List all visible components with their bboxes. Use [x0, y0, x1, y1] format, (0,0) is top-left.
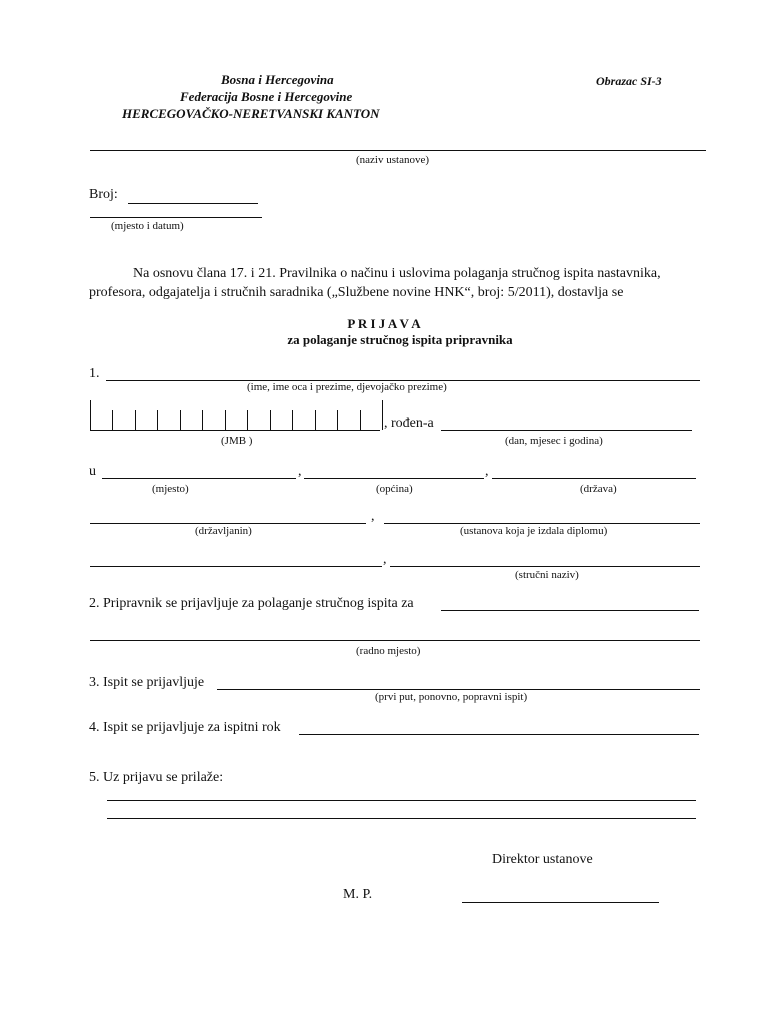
jmb-digit-box: [360, 410, 361, 430]
citizenship-field[interactable]: [90, 523, 366, 524]
diploma-institution-field[interactable]: [384, 523, 700, 524]
attachments-field-1[interactable]: [107, 800, 696, 801]
jmb-digit-box: [247, 410, 248, 430]
header-country: Bosna i Hercegovina: [221, 72, 334, 87]
country-caption: (država): [580, 483, 617, 495]
form-code: Obrazac SI-3: [596, 74, 662, 88]
director-signature-field[interactable]: [462, 902, 659, 903]
form-title: P R I J A V A: [347, 316, 421, 331]
jmb-digit-box: [225, 410, 226, 430]
jmb-digit-box: [337, 410, 338, 430]
jmb-digit-box: [202, 410, 203, 430]
birth-date-field[interactable]: [441, 430, 692, 431]
prof-title-field-part1[interactable]: [90, 566, 382, 567]
institution-name-field[interactable]: [90, 150, 706, 151]
workplace-field[interactable]: [90, 640, 700, 641]
country-field[interactable]: [492, 478, 696, 479]
municipality-caption: (općina): [376, 483, 413, 495]
born-label: , rođen-a: [384, 416, 434, 431]
section2-label: 2. Pripravnik se prijavljuje za polaganje stručnog ispita za: [89, 596, 414, 611]
full-name-caption: (ime, ime oca i prezime, djevojačko prezime): [247, 381, 447, 393]
form-subtitle: za polaganje stručnog ispita pripravnika: [287, 332, 513, 347]
intro-line-1: Na osnovu člana 17. i 21. Pravilnika o načinu i uslovima polaganja stručnog ispita nastavnika,: [133, 266, 661, 281]
broj-label: Broj:: [89, 187, 118, 202]
exam-for-field[interactable]: [441, 610, 699, 611]
exam-attempt-field[interactable]: [217, 689, 700, 690]
jmb-caption: (JMB ): [221, 435, 253, 447]
jmb-digit-box: [315, 410, 316, 430]
place-field[interactable]: [102, 478, 296, 479]
jmb-digit-box: [382, 400, 383, 430]
comma-separator: ,: [485, 464, 489, 479]
jmb-digit-box: [135, 410, 136, 430]
workplace-caption: (radno mjesto): [356, 645, 421, 657]
jmb-digit-box: [180, 410, 181, 430]
attachments-field-2[interactable]: [107, 818, 696, 819]
stamp-label: M. P.: [343, 887, 373, 902]
jmb-baseline: [90, 430, 380, 431]
comma-separator: ,: [298, 464, 302, 479]
comma-separator: ,: [371, 509, 375, 524]
place-caption: (mjesto): [152, 483, 189, 495]
place-date-caption: (mjesto i datum): [111, 220, 184, 232]
prof-title-field[interactable]: [390, 566, 700, 567]
place-date-field[interactable]: [90, 217, 262, 218]
citizenship-caption: (državljanin): [195, 525, 252, 537]
director-label: Direktor ustanove: [492, 852, 593, 867]
exam-term-field[interactable]: [299, 734, 699, 735]
jmb-digit-box: [270, 410, 271, 430]
header-federation: Federacija Bosne i Hercegovine: [180, 89, 353, 104]
header-canton: HERCEGOVAČKO-NERETVANSKI KANTON: [122, 106, 380, 121]
section4-label: 4. Ispit se prijavljuje za ispitni rok: [89, 720, 281, 735]
comma-separator: ,: [383, 552, 387, 567]
jmb-digit-box: [90, 400, 91, 430]
jmb-digit-box: [112, 410, 113, 430]
birth-date-caption: (dan, mjesec i godina): [505, 435, 603, 447]
exam-attempt-caption: (prvi put, ponovno, popravni ispit): [375, 691, 528, 703]
prof-title-caption: (stručni naziv): [515, 569, 579, 581]
diploma-caption: (ustanova koja je izdala diplomu): [460, 525, 608, 537]
broj-field[interactable]: [128, 203, 258, 204]
municipality-field[interactable]: [304, 478, 484, 479]
u-label: u: [89, 464, 96, 479]
section3-label: 3. Ispit se prijavljuje: [89, 675, 205, 690]
jmb-digit-box: [157, 410, 158, 430]
intro-line-2: profesora, odgajatelja i stručnih saradnika („Službene novine HNK“, broj: 5/2011), dostavlja se: [89, 285, 624, 300]
section1-number: 1.: [89, 366, 100, 381]
section5-label: 5. Uz prijavu se prilaže:: [89, 770, 224, 785]
institution-caption: (naziv ustanove): [356, 154, 429, 166]
jmb-digit-box: [292, 410, 293, 430]
